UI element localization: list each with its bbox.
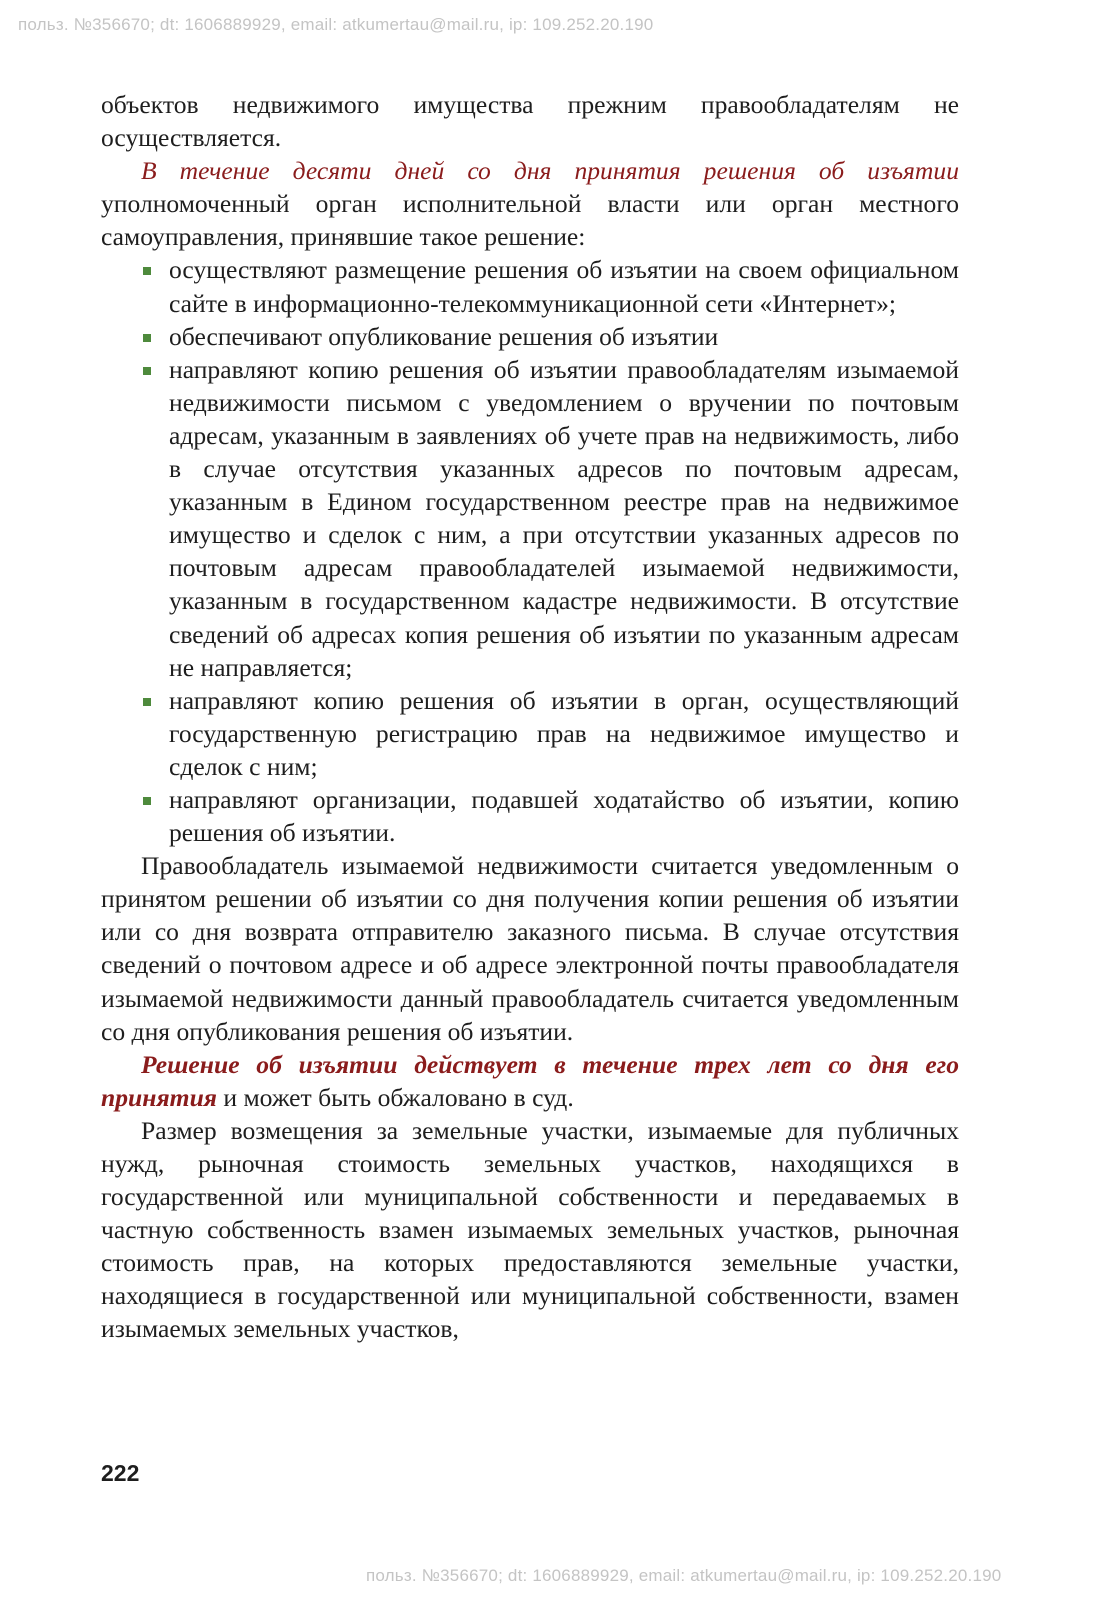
list-item-text: направляют копию решения об изъятии правообладателям изымаемой недвижимости письмом с уведомлением о вручении по почтовым адресам, указанным в заявлениях об учете прав на недвижимость, либо в случае отсутствия указанных адресов по почтовым адресам, указанным в Едином государственном реестре прав на недвижимое имущество и сделок с ним, а при отсутствии указанных адресов по почтовым адресам правообладателей изымаемой недвижимости, указанным в государственном кадастре недвижимости. В отсутствие сведений об адресах копия решения об изъятии по указанным адресам не направляется; xyxy=(169,354,959,682)
list-item xyxy=(169,320,959,353)
list-item-text: обеспечивают опубликование решения об изъятии xyxy=(169,321,719,351)
watermark-top: польз. №356670; dt: 1606889929, email: atkumertau@mail.ru, ip: 109.252.20.190 xyxy=(18,15,654,34)
list-item-text: направляют организации, подавшей ходатайство об изъятии, копию решения об изъятии. xyxy=(169,784,959,848)
list-item xyxy=(169,783,959,849)
paragraph-2-text: уполномоченный орган исполнительной власти или орган местного самоуправления, принявшие такое решение: xyxy=(101,189,959,252)
page-number: 222 xyxy=(101,1460,140,1486)
page-body xyxy=(101,88,959,1346)
paragraph-1: объектов недвижимого имущества прежним правообладателям не осуществляется. xyxy=(101,90,959,153)
paragraph-2 xyxy=(101,154,959,253)
bullet-marker xyxy=(143,367,151,375)
list-item xyxy=(169,684,959,783)
paragraph-4 xyxy=(101,1048,959,1114)
paragraph-4-text: и может быть обжаловано в суд. xyxy=(216,1082,574,1112)
paragraph-5: Размер возмещения за земельные участки, изымаемые для публичных нужд, рыночная стоимость земельных участков, находящихся в государственной или муниципальной собственности и передаваемых в частную собственность взамен изымаемых земельных участков, рыночная стоимость прав, на которых предоставляются земельные участки, находящиеся в государственной или муниципальной собственности, взамен изымаемых земельных участков, xyxy=(101,1115,959,1344)
bullet-marker xyxy=(143,334,151,342)
paragraph-2-emphasis: В течение десяти дней со дня принятия решения об изъятии xyxy=(141,156,959,186)
list-item-text: осуществляют размещение решения об изъятии на своем официальном сайте в информационно-телекоммуникационной сети «Интернет»; xyxy=(169,255,959,318)
list-item xyxy=(169,353,959,684)
bullet-list xyxy=(101,253,959,849)
bullet-marker xyxy=(143,797,151,805)
paragraph-3: Правообладатель изымаемой недвижимости считается уведомленным о принятом решении об изъятии со дня получения копии решения об изъятии или со дня возврата отправителю заказного письма. В случае отсутствия сведений о почтовом адресе и об адресе электронной почты правообладателя изымаемой недвижимости данный правообладатель считается уведомленным со дня опубликования решения об изъятии. xyxy=(101,851,959,1046)
watermark-bottom: польз. №356670; dt: 1606889929, email: atkumertau@mail.ru, ip: 109.252.20.190 xyxy=(366,1566,1002,1585)
paragraph-4-emphasis: Решение об изъятии действует в течение трех лет со дня его принятия xyxy=(101,1049,959,1112)
bullet-marker xyxy=(143,267,151,275)
list-item xyxy=(169,253,959,319)
list-item-text: направляют копию решения об изъятии в орган, осуществляющий государственную регистрацию прав на недвижимое имущество и сделок с ним; xyxy=(169,685,959,781)
bullet-marker xyxy=(143,698,151,706)
